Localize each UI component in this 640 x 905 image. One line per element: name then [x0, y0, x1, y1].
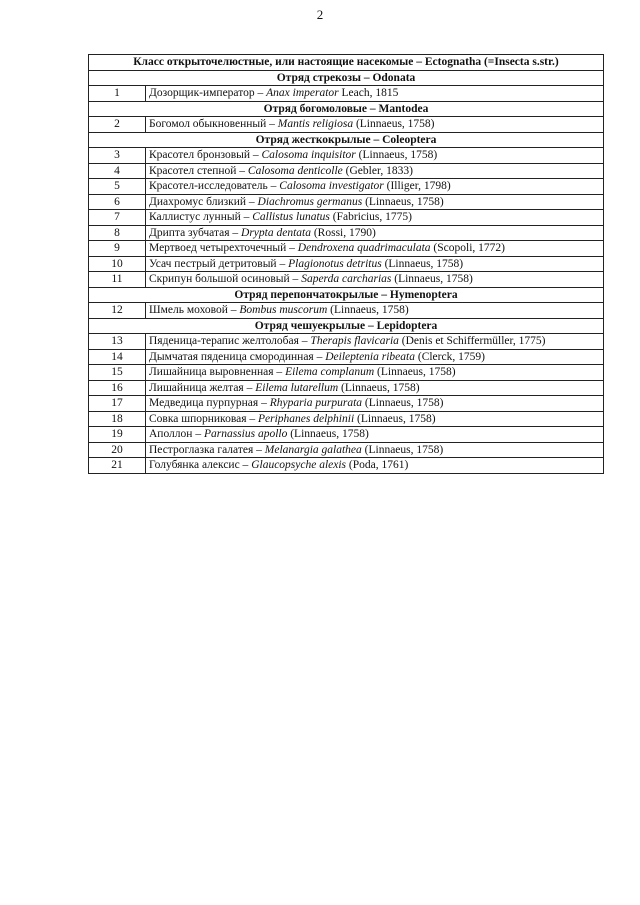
- order-header-row: [89, 287, 604, 303]
- species-author: (Illiger, 1798): [383, 180, 451, 192]
- order-name-latin: Odonata: [372, 71, 416, 84]
- species-row: [89, 365, 604, 381]
- page-number: 2: [316, 7, 324, 22]
- species-number: 16: [89, 380, 146, 396]
- species-number: 9: [89, 241, 146, 257]
- species-number: 13: [89, 334, 146, 350]
- species-name-ru: Дозорщик-император –: [149, 87, 267, 99]
- species-number: 1: [89, 86, 146, 102]
- species-name-latin: Anax imperator: [266, 87, 339, 99]
- species-author: (Linnaeus, 1758): [374, 366, 456, 378]
- species-name-ru: Мертвоед четырехточечный –: [149, 242, 298, 254]
- species-author: (Linnaeus, 1758): [355, 149, 438, 161]
- species-name-latin: Therapis flavicaria: [310, 335, 399, 347]
- species-name-ru: Шмель моховой –: [149, 304, 240, 316]
- species-name-cell: [146, 256, 604, 272]
- species-name-latin: Saperda carcharias: [301, 273, 392, 285]
- order-name-latin: Mantodea: [378, 102, 429, 115]
- order-header-cell: [89, 70, 604, 86]
- species-name-cell: [146, 225, 604, 241]
- species-author: (Rossi, 1790): [310, 226, 376, 239]
- species-row: [89, 148, 604, 164]
- species-row: [89, 334, 604, 350]
- species-name-latin: Periphanes delphinii: [258, 412, 355, 425]
- species-name-ru: Пяденица-терапис желтолобая –: [149, 335, 311, 347]
- class-header-latin: Ectognatha (=Insecta s.str.): [424, 56, 559, 68]
- species-row: [89, 225, 604, 241]
- species-name-cell: [146, 163, 604, 179]
- species-name-ru: Совка шпорниковая –: [149, 412, 258, 425]
- species-name-cell: [146, 380, 604, 396]
- class-header-cell: [89, 55, 604, 71]
- species-name-cell: [146, 411, 604, 427]
- species-number: 17: [89, 396, 146, 412]
- species-author: (Linnaeus, 1758): [353, 118, 435, 130]
- species-name-ru: Красотел-исследователь –: [149, 180, 280, 192]
- species-name-ru: Усач пестрый детритовый –: [149, 257, 289, 270]
- species-name-cell: [146, 210, 604, 226]
- class-header-row: [89, 55, 604, 71]
- species-author: (Fabricius, 1775): [329, 211, 412, 223]
- species-name-cell: [146, 442, 604, 458]
- order-name-latin: Coleoptera: [382, 133, 437, 146]
- species-row: [89, 241, 604, 257]
- species-name-ru: Скрипун большой осиновый –: [149, 273, 302, 285]
- species-number: 11: [89, 272, 146, 288]
- species-author: (Linnaeus, 1758): [391, 273, 473, 285]
- species-name-latin: Calosoma denticolle: [247, 164, 343, 177]
- species-name-cell: [146, 349, 604, 365]
- species-name-cell: [146, 194, 604, 210]
- species-name-ru: Каллистус лунный –: [149, 211, 253, 223]
- species-row: [89, 442, 604, 458]
- species-row: [89, 256, 604, 272]
- order-header-row: [89, 132, 604, 148]
- species-name-ru: Пестроглазка галатея –: [149, 443, 265, 456]
- species-name-latin: Mantis religiosa: [277, 118, 354, 130]
- order-name-ru: Отряд богомоловые –: [263, 102, 379, 115]
- species-author: (Linnaeus, 1758): [287, 428, 369, 440]
- species-name-ru: Лишайница желтая –: [149, 381, 256, 394]
- species-name-ru: Красотел бронзовый –: [149, 149, 262, 161]
- species-name-ru: Медведица пурпурная –: [149, 397, 270, 409]
- species-row: [89, 86, 604, 102]
- order-header-cell: [89, 101, 604, 117]
- species-number: 19: [89, 427, 146, 443]
- species-author: (Linnaeus, 1758): [338, 381, 420, 394]
- species-name-cell: [146, 241, 604, 257]
- species-name-cell: [146, 148, 604, 164]
- order-name-ru: Отряд жесткокрылые –: [255, 133, 383, 146]
- order-name-latin: Lepidoptera: [376, 319, 438, 332]
- order-header-cell: [89, 287, 604, 303]
- species-table-body: [89, 55, 604, 474]
- order-header-row: [89, 70, 604, 86]
- species-name-latin: Dendroxena quadrimaculata: [297, 242, 431, 254]
- species-name-latin: Calosoma investigator: [279, 180, 384, 192]
- species-name-cell: [146, 272, 604, 288]
- species-number: 5: [89, 179, 146, 195]
- species-author: (Linnaeus, 1758): [362, 195, 444, 208]
- species-name-latin: Plagionotus detritus: [288, 257, 382, 270]
- species-name-ru: Дрипта зубчатая –: [149, 226, 242, 239]
- species-name-cell: [146, 303, 604, 319]
- species-name-cell: [146, 427, 604, 443]
- species-row: [89, 427, 604, 443]
- species-number: 21: [89, 458, 146, 474]
- species-name-latin: Callistus lunatus: [252, 211, 330, 223]
- species-name-ru: Диахромус близкий –: [149, 195, 258, 208]
- species-name-latin: Parnassius apollo: [203, 428, 288, 440]
- species-row: [89, 411, 604, 427]
- species-author: (Scopoli, 1772): [430, 242, 505, 254]
- order-header-cell: [89, 318, 604, 334]
- species-name-ru: Аполлон –: [149, 428, 204, 440]
- species-number: 18: [89, 411, 146, 427]
- species-row: [89, 272, 604, 288]
- species-name-latin: Deileptenia ribeata: [325, 350, 415, 363]
- species-author: (Denis et Schiffermüller, 1775): [398, 335, 546, 347]
- species-name-ru: Красотел степной –: [149, 164, 248, 177]
- species-name-cell: [146, 458, 604, 474]
- species-author: Leach, 1815: [338, 87, 399, 99]
- species-number: 2: [89, 117, 146, 133]
- species-name-latin: Diachromus germanus: [257, 195, 363, 208]
- species-number: 20: [89, 442, 146, 458]
- species-number: 6: [89, 194, 146, 210]
- species-author: (Linnaeus, 1758): [327, 304, 409, 316]
- species-number: 14: [89, 349, 146, 365]
- species-number: 3: [89, 148, 146, 164]
- species-name-cell: [146, 86, 604, 102]
- species-author: (Linnaeus, 1758): [381, 257, 464, 270]
- species-name-latin: Eilema lutarellum: [255, 381, 339, 394]
- species-row: [89, 303, 604, 319]
- species-row: [89, 163, 604, 179]
- species-author: (Linnaeus, 1758): [361, 443, 444, 456]
- order-header-row: [89, 318, 604, 334]
- species-name-latin: Drypta dentata: [241, 226, 311, 239]
- species-name-cell: [146, 396, 604, 412]
- species-name-latin: Melanargia galathea: [264, 443, 362, 456]
- species-name-cell: [146, 334, 604, 350]
- species-name-ru: Богомол обыкновенный –: [149, 118, 278, 130]
- species-name-cell: [146, 179, 604, 195]
- species-name-ru: Лишайница выровненная –: [149, 366, 286, 378]
- species-number: 8: [89, 225, 146, 241]
- species-row: [89, 396, 604, 412]
- species-author: (Gebler, 1833): [342, 164, 413, 177]
- order-name-ru: Отряд перепончатокрылые –: [234, 288, 390, 301]
- species-number: 15: [89, 365, 146, 381]
- species-row: [89, 380, 604, 396]
- species-number: 12: [89, 303, 146, 319]
- species-author: (Poda, 1761): [346, 459, 409, 471]
- species-number: 10: [89, 256, 146, 272]
- species-name-cell: [146, 117, 604, 133]
- species-row: [89, 117, 604, 133]
- species-row: [89, 458, 604, 474]
- species-author: (Linnaeus, 1758): [354, 412, 436, 425]
- species-row: [89, 210, 604, 226]
- species-number: 4: [89, 163, 146, 179]
- species-name-ru: Голубянка алексис –: [149, 459, 252, 471]
- species-name-latin: Bombus muscorum: [239, 304, 328, 316]
- order-header-cell: [89, 132, 604, 148]
- order-name-ru: Отряд чешуекрылые –: [254, 319, 377, 332]
- species-author: (Linnaeus, 1758): [362, 397, 444, 409]
- order-header-row: [89, 101, 604, 117]
- species-name-latin: Rhyparia purpurata: [269, 397, 363, 409]
- species-number: 7: [89, 210, 146, 226]
- order-name-latin: Hymenoptera: [389, 288, 458, 301]
- class-header-ru: Класс открыточелюстные, или настоящие насекомые –: [133, 56, 425, 68]
- order-name-ru: Отряд стрекозы –: [276, 71, 373, 84]
- species-row: [89, 194, 604, 210]
- species-name-latin: Glaucopsyche alexis: [251, 459, 347, 471]
- species-row: [89, 349, 604, 365]
- species-table: [88, 54, 604, 474]
- species-name-cell: [146, 365, 604, 381]
- species-author: (Clerck, 1759): [414, 350, 485, 363]
- species-row: [89, 179, 604, 195]
- species-name-latin: Eilema complanum: [285, 366, 375, 378]
- species-name-ru: Дымчатая пяденица смородинная –: [149, 350, 326, 363]
- species-name-latin: Calosoma inquisitor: [261, 149, 356, 161]
